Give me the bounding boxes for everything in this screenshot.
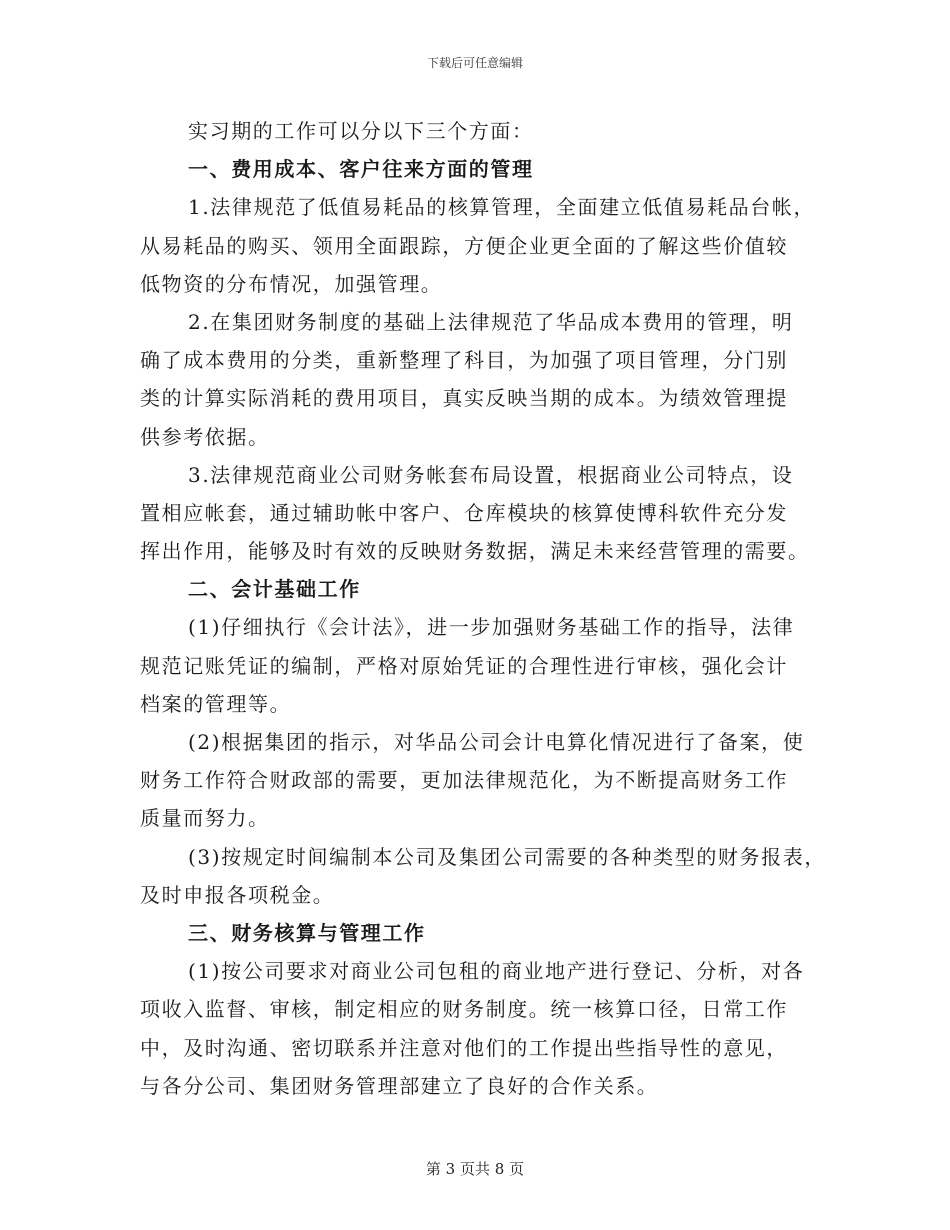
paragraph-line: (3)按规定时间编制本公司及集团公司需要的各种类型的财务报表， <box>188 844 826 869</box>
paragraph-line: 从易耗品的购买、领用全面跟踪，方便企业更全面的了解这些价值较 <box>140 233 788 258</box>
paragraph-line: 与各分公司、集团财务管理部建立了良好的合作关系。 <box>140 1073 659 1098</box>
paragraph-line: 挥出作用，能够及时有效的反映财务数据，满足未来经营管理的需要。 <box>140 539 810 564</box>
paragraph-line: 质量而努力。 <box>140 806 270 831</box>
page-number: 第 3 页共 8 页 <box>425 1160 525 1178</box>
paragraph-line: 确了成本费用的分类，重新整理了科目，为加强了项目管理，分门别 <box>140 348 788 373</box>
paragraph-line: (1)仔细执行《会计法》，进一步加强财务基础工作的指导，法律 <box>188 615 795 640</box>
paragraph-line: 规范记账凭证的编制，严格对原始凭证的合理性进行审核，强化会计 <box>140 653 788 678</box>
paragraph-line: 供参考依据。 <box>140 424 270 449</box>
paragraph-line: 中，及时沟通、密切联系并注意对他们的工作提出些指导性的意见， <box>140 1035 788 1060</box>
document-body <box>140 112 826 1105</box>
paragraph-line: 1.法律规范了低值易耗品的核算管理，全面建立低值易耗品台帐， <box>188 195 816 220</box>
paragraph-line: 3.法律规范商业公司财务帐套布局设置，根据商业公司特点，设 <box>188 462 794 487</box>
paragraph-line: 档案的管理等。 <box>140 691 292 716</box>
paragraph-line: 置相应帐套，通过辅助帐中客户、仓库模块的核算使博科软件充分发 <box>140 500 788 525</box>
header-note: 下载后可任意编辑 <box>426 56 523 70</box>
paragraph-line: 低物资的分布情况，加强管理。 <box>140 271 443 296</box>
paragraph-line: (2)根据集团的指示，对华品公司会计电算化情况进行了备案，使 <box>188 730 805 754</box>
paragraph-line: 类的计算实际消耗的费用项目，真实反映当期的成本。为绩效管理提 <box>140 386 788 411</box>
paragraph-line: 财务工作符合财政部的需要，更加法律规范化，为不断提高财务工作 <box>140 768 788 793</box>
paragraph-line: 及时申报各项税金。 <box>140 882 335 907</box>
paragraph-line: 项收入监督、审核，制定相应的财务制度。统一核算口径，日常工作 <box>140 997 788 1022</box>
section-heading: 三、财务核算与管理工作 <box>188 920 426 945</box>
section-heading: 二、会计基础工作 <box>188 577 361 602</box>
paragraph-line: 2.在集团财务制度的基础上法律规范了华品成本费用的管理，明 <box>188 309 794 334</box>
section-heading: 一、费用成本、客户往来方面的管理 <box>188 157 534 182</box>
paragraph-line: (1)按公司要求对商业公司包租的商业地产进行登记、分析，对各 <box>188 959 805 984</box>
paragraph-line: 实习期的工作可以分以下三个方面： <box>188 119 534 143</box>
